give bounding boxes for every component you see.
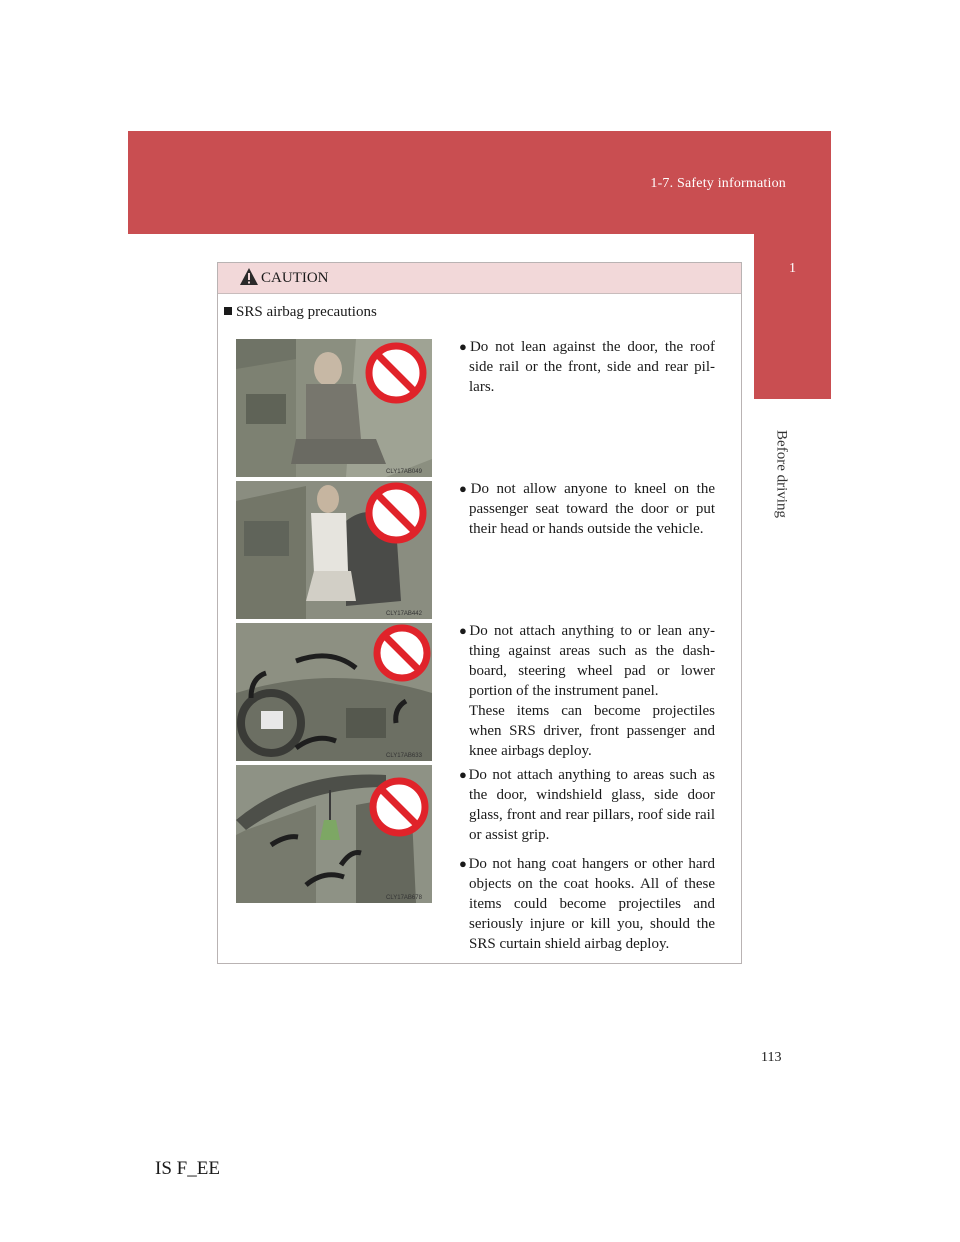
bullet-circle-icon: ● [459, 481, 471, 496]
item-paragraph: These items can become projectiles when SRS driver, front passenger and knee airbags deploy. [469, 703, 715, 759]
illustration-kneel-seat [236, 481, 432, 619]
section-title-text: SRS airbag precautions [236, 304, 377, 320]
bullet-circle-icon: ● [459, 623, 470, 638]
chapter-number: 1 [789, 261, 796, 276]
item-paragraph: ●Do not allow anyone to kneel on the passenger seat toward the door or put their head or hands outside the vehicle. [459, 481, 715, 537]
item-paragraph: ●Do not hang coat hangers or other hard objects on the coat hooks. All of these items could become projectiles and seriously injure or kill you, should the SRS curtain shield airbag deploy. [459, 856, 715, 952]
document-code: IS F_EE [155, 1158, 220, 1179]
bullet-circle-icon: ● [459, 767, 469, 782]
illustration-door-pillars [236, 765, 432, 903]
illustration-dashboard [236, 623, 432, 761]
item-paragraph: ●Do not attach anything to areas such as the door, windshield glass, side door glass, front and rear pillars, roof side rail or assist grip. [459, 767, 715, 843]
item-text-3 [459, 621, 715, 769]
bullet-circle-icon: ● [459, 339, 470, 354]
section-heading: 1-7. Safety information [650, 176, 786, 191]
item-text-2 [459, 479, 715, 547]
square-bullet-icon [224, 307, 232, 315]
warning-triangle-icon [239, 267, 259, 286]
header-band [128, 131, 831, 234]
caution-header [218, 263, 741, 294]
chapter-label: Before driving [773, 430, 790, 518]
section-title [224, 304, 377, 321]
image-code: CLY17AB442 [386, 611, 422, 617]
page-number: 113 [761, 1050, 782, 1065]
item-text-1 [459, 337, 715, 405]
image-code: CLY17AB678 [386, 895, 422, 901]
chapter-tab [754, 234, 831, 399]
item-text-4 [459, 765, 715, 962]
image-code: CLY17AB049 [386, 469, 422, 475]
caution-box [217, 262, 742, 964]
item-paragraph: ●Do not lean against the door, the roof side rail or the front, side and rear pil-lars. [459, 339, 715, 395]
caution-title: CAUTION [261, 270, 329, 286]
item-paragraph: ●Do not attach anything to or lean any-thing against areas such as the dash-board, steering wheel pad or lower portion of the instrument panel. [459, 623, 715, 699]
bullet-circle-icon: ● [459, 856, 469, 871]
illustration-lean-door [236, 339, 432, 477]
image-code: CLY17AB633 [386, 753, 422, 759]
